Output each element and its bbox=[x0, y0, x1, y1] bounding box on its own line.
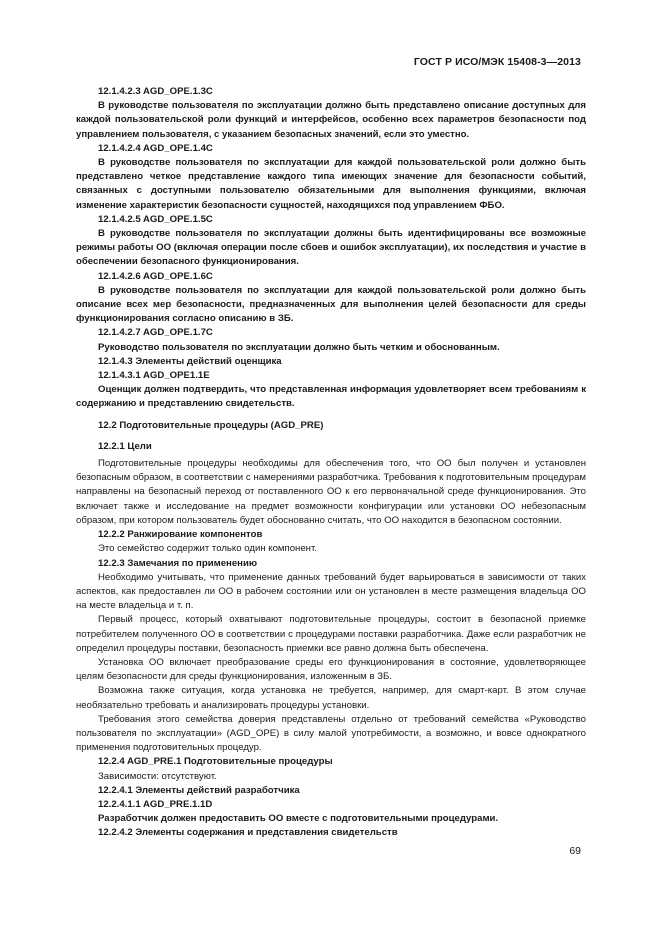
paragraph: Установка ОО включает преобразование среды его функционирования в состояние, удовлетворяющее целям безопасности для среды функционирования, изложенным в ЗБ. bbox=[76, 656, 586, 683]
section-heading: 12.1.4.2.3 AGD_OPE.1.3C bbox=[98, 86, 213, 97]
section-heading: 12.1.4.2.5 AGD_OPE.1.5C bbox=[98, 213, 213, 225]
section-heading: 12.2.4 AGD_PRE.1 Подготовительные процедуры bbox=[98, 756, 333, 768]
section-heading: 12.2.3 Замечания по применению bbox=[98, 557, 258, 569]
section-heading: 12.1.4.2.6 AGD_OPE.1.6C bbox=[98, 270, 213, 282]
page-content bbox=[76, 85, 586, 841]
section-heading: 12.2.4.2 Элементы содержания и представления свидетельств bbox=[98, 827, 398, 839]
paragraph: В руководстве пользователя по эксплуатации для каждой пользовательской роли должно быть описание всех мер безопасности, предназначенных для выполнения целей безопасности для среды функционирования согласно описанию в ЗБ. bbox=[76, 284, 586, 325]
document-header: ГОСТ Р ИСО/МЭК 15408-3—2013 bbox=[413, 56, 581, 68]
paragraph: Разработчик должен предоставить ОО вместе с подготовительными процедурами. bbox=[98, 813, 499, 825]
section-heading: 12.1.4.3.1 AGD_OPE1.1E bbox=[98, 370, 210, 382]
paragraph: Оценщик должен подтвердить, что представленная информация удовлетворяет всем требованиям к содержанию и представлению свидетельств. bbox=[76, 384, 586, 410]
section-heading: 12.2.4.1.1 AGD_PRE.1.1D bbox=[98, 798, 213, 810]
page-number: 69 bbox=[569, 845, 581, 857]
section-heading: 12.2.1 Цели bbox=[98, 440, 152, 452]
paragraph: Необходимо учитывать, что применение данных требований будет варьироваться в зависимости от таких аспектов, как предоставлен ли ОО в рабочем состоянии или он установлен в месте размещения владельца ОО на месте владельца и т. п. bbox=[76, 571, 586, 612]
paragraph: В руководстве пользователя по эксплуатации для каждой пользовательской роли должно быть представлено четкое представление каждого типа имеющих значение для безопасности событий, связанных с доступными пользователю обязательными для выполнения функциями, включая изменение характеристик безопасности сущностей, находящихся под управлением ФБО. bbox=[76, 157, 586, 211]
paragraph: В руководстве пользователя по эксплуатации должно быть представлено описание доступных для каждой пользовательской роли функций и интерфейсов, особенно всех параметров безопасности под управлением пользователя, с указанием безопасных значений, если это уместно. bbox=[76, 100, 586, 140]
section-heading: 12.1.4.2.7 AGD_OPE.1.7C bbox=[98, 327, 213, 339]
paragraph: Требования этого семейства доверия представлены отдельно от требований семейства «Руководство пользователя по эксплуатации» (AGD_OPE) в силу малой употребимости, а возможно, и вовсе однократного применения подготовительных процедур. bbox=[76, 713, 586, 754]
paragraph: Это семейство содержит только один компонент. bbox=[98, 543, 317, 555]
section-heading: 12.1.4.3 Элементы действий оценщика bbox=[98, 355, 282, 367]
section-heading: 12.1.4.2.4 AGD_OPE.1.4C bbox=[98, 142, 213, 154]
section-heading: 12.2.2 Ранжирование компонентов bbox=[98, 529, 263, 541]
paragraph: Подготовительные процедуры необходимы для обеспечения того, что ОО был получен и установлен безопасным образом, в соответствии с намерениями разработчика. Требования к подготовительным процедурам направлены на безопасный переход от поставленного ОО к его первоначальной среде функционирования. Это включает также и исследование на предмет возможности конфигурации или установки ОО небезопасным образом, при котором пользователь будет обоснованно считать, что ОО находится в безопасном состоянии. bbox=[76, 458, 586, 526]
paragraph: Возможна также ситуация, когда установка не требуется, например, для смарт-карт. В этом случае необязательно требовать и анализировать процедуры установки. bbox=[76, 685, 586, 711]
paragraph: Первый процесс, который охватывают подготовительные процедуры, состоит в безопасной приемке потребителем полученного ОО в соответствии с процедурами поставки разработчика. Даже если разработчик не определил процедуры поставки, безопасность приемки все равно должна быть обеспечена. bbox=[76, 614, 586, 654]
section-heading: 12.2.4.1 Элементы действий разработчика bbox=[98, 784, 300, 796]
paragraph: Руководство пользователя по эксплуатации должно быть четким и обоснованным. bbox=[98, 341, 500, 353]
section-heading: 12.2 Подготовительные процедуры (AGD_PRE) bbox=[98, 419, 324, 431]
paragraph: В руководстве пользователя по эксплуатации должны быть идентифицированы все возможные режимы работы ОО (включая операции после сбоев и ошибок эксплуатации), их последствия и участие в обеспечении безопасного функционирования. bbox=[76, 228, 586, 268]
paragraph: Зависимости: отсутствуют. bbox=[98, 770, 217, 782]
